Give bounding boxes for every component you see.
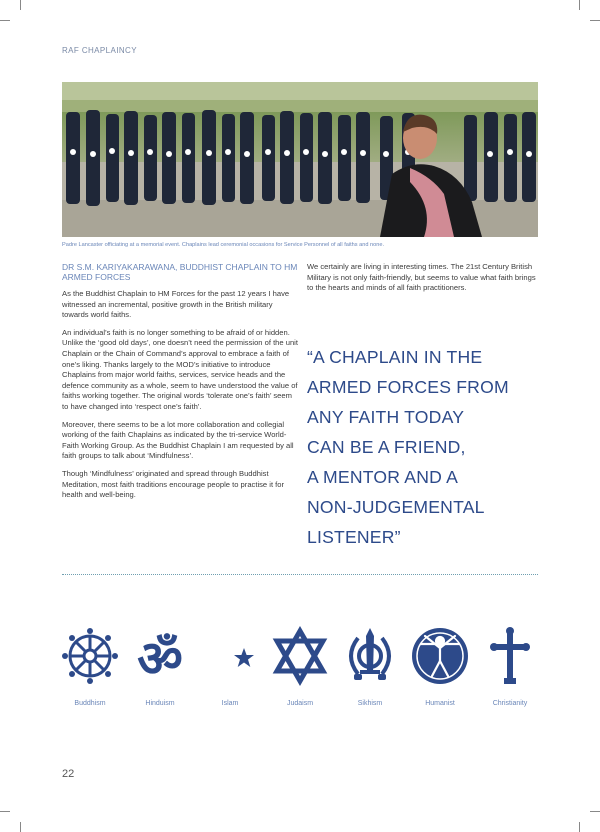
faith-label: Buddhism <box>74 700 106 707</box>
article-right-column <box>307 262 542 301</box>
crop-mark <box>20 0 21 10</box>
pull-quote-line: A MENTOR AND A <box>307 467 459 487</box>
svg-text:ॐ: ॐ <box>137 630 183 686</box>
star-of-david-icon <box>270 626 330 686</box>
faith-label: Islam <box>221 700 239 707</box>
crop-mark <box>590 811 600 812</box>
cross-icon <box>480 626 540 686</box>
faith-symbol-humanist <box>408 626 472 707</box>
faith-symbol-judaism <box>268 626 332 707</box>
pull-quote <box>307 342 542 552</box>
faith-symbol-christianity <box>478 626 542 707</box>
crop-mark <box>579 0 580 10</box>
faith-symbol-hinduism <box>128 626 192 707</box>
faith-label: Humanist <box>425 700 455 707</box>
section-divider <box>62 574 538 575</box>
pull-quote-line: LISTENER” <box>307 527 401 547</box>
body-paragraph: Moreover, there seems to be a lot more collaboration and collegial working of the faith Chaplains as indicated by the tri-service World-Faith Working Group. As the Buddhist Chaplain I am requested by all faith groups to talk about ‘Mindfulness’. <box>62 419 294 461</box>
section-header: RAF CHAPLAINCY <box>62 46 137 55</box>
article-left-column <box>62 262 298 508</box>
crop-mark <box>0 811 10 812</box>
faith-label: Sikhism <box>357 700 383 707</box>
page-number: 22 <box>62 768 75 780</box>
khanda-icon <box>340 626 400 686</box>
faith-label: Hinduism <box>145 700 175 707</box>
photo-caption: Padre Lancaster officiating at a memorial event. Chaplains lead ceremonial occasions for Service Personnel of all faiths and none. <box>62 242 385 248</box>
body-paragraph: As the Buddhist Chaplain to HM Forces for the past 12 years I have witnessed an incremental, positive growth in the British military towards world faiths. <box>62 289 290 320</box>
pull-quote-line: CAN BE A FRIEND, <box>307 437 466 457</box>
faith-symbol-buddhism <box>58 626 122 707</box>
pull-quote-line: ANY FAITH TODAY <box>307 407 465 427</box>
pull-quote-line: ARMED FORCES FROM <box>307 377 509 397</box>
dharma-wheel-icon <box>60 626 120 686</box>
body-paragraph: An individual’s faith is no longer something to be afraid of or hidden. Unlike the ‘good old days’, one doesn’t need the permission of the unit Chaplain or the Chain of Command’s approval to embrace a faith of one’s liking. Thanks largely to the MOD’s initiative to introduce Chaplains from major world faiths, services, service heads and the defence community as a whole, seem to have understood the value of faiths working together. The original words ‘tolerate one’s faith’ seem to have changed into ‘respect one’s faith’. <box>62 327 298 411</box>
memorial-event-photo <box>62 82 538 237</box>
faith-symbols-row <box>58 626 542 716</box>
vitruvian-man-icon <box>410 626 470 686</box>
faith-label: Judaism <box>286 700 314 707</box>
author-byline: DR S.M. KARIYAKARAWANA, BUDDHIST CHAPLAIN TO HM ARMED FORCES <box>62 262 298 282</box>
crescent-star-icon <box>200 626 260 686</box>
crop-mark <box>579 822 580 832</box>
crop-mark <box>20 822 21 832</box>
om-icon <box>130 626 190 686</box>
pull-quote-line: “A CHAPLAIN IN THE <box>307 347 483 367</box>
body-paragraph: We certainly are living in interesting times. The 21st Century British Military is not only faith-friendly, but seems to value what faith brings to the hearts and minds of all faith practitioners. <box>307 262 536 293</box>
crop-mark <box>590 20 600 21</box>
pull-quote-line: NON-JUDGEMENTAL <box>307 497 485 517</box>
faith-label: Christianity <box>492 700 528 707</box>
body-paragraph: Though ‘Mindfulness’ originated and spread through Buddhist Meditation, most faith traditions encourage people to practise it for health and well-being. <box>62 468 285 500</box>
faith-symbol-sikhism <box>338 626 402 707</box>
crop-mark <box>0 20 10 21</box>
faith-symbol-islam <box>198 626 262 707</box>
